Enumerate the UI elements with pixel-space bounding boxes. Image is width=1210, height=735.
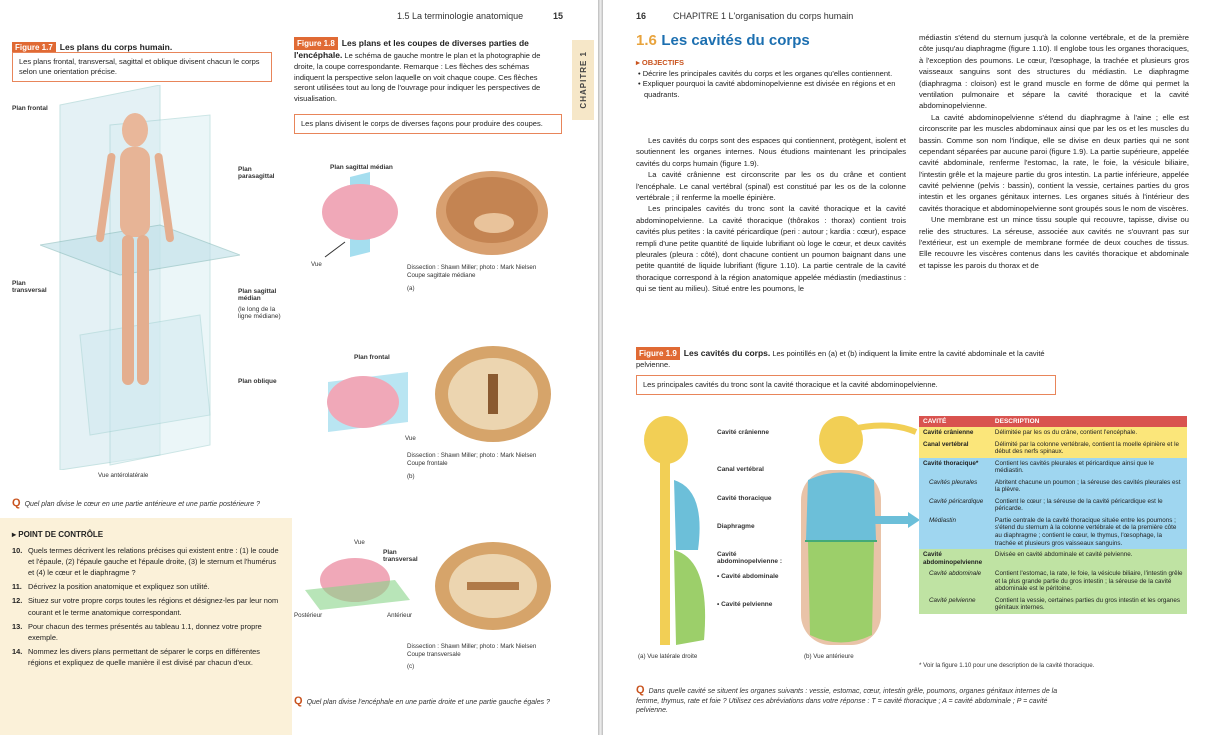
panel-b-cut: Coupe frontale — [407, 460, 448, 467]
checkpoint-number: 13. — [12, 621, 23, 631]
panel-a-cut: Coupe sagittale médiane — [407, 272, 476, 279]
table-row — [919, 515, 1187, 549]
panel-b-photo — [432, 344, 554, 449]
text-column-2 — [919, 32, 1189, 271]
cavity-name: Médiastin — [919, 515, 991, 549]
objective-item: • Décrire les principales cavités du corps et les organes qu'elles contiennent. — [638, 68, 893, 78]
checkpoint-text: Situez sur votre propre corps toutes les régions et désignez-les par leur nom courant et le terme anatomique correspondant. — [28, 596, 279, 617]
objectives — [636, 58, 906, 100]
running-head: 1.5 La terminologie anatomique — [397, 11, 524, 21]
section-title: Les cavités du corps — [661, 32, 810, 49]
right-page — [603, 0, 1210, 735]
paragraph: médiastin s'étend du sternum jusqu'à la colonne vertébrale, et de la première côte jusqu'au diaphragme (figure 1.10). Il englobe tous les organes thoraciques, à l'exception des poumons. Le cœur, l'œsophage, la trachée et plusieurs gros vaisseaux sanguins sont des structures du médiastin. Le diaphragme (diaphragma : cloison) est le grand muscle en forme de dôme qui permet la ventilation pulmonaire et sépare la cavité thoracique et la cavité abdominopelvienne. — [919, 33, 1189, 111]
checkpoint-title: ▸ POINT DE CONTRÔLE — [12, 530, 104, 539]
cavity-description: Délimité par la colonne vertébrale, contient la moelle épinière et le début des nerfs spinaux. — [991, 439, 1187, 458]
paragraph: Les principales cavités du tronc sont la cavité thoracique et la cavité abdominopelvienne. La cavité thoracique (thôrakos : thorax) contient trois cavités plus petites : la cavité péricardique (peri : autour ; kardia : cœur), espace rempli d'une petite quantité de liquide lubrifiant où loge le cœur, et deux cavités pleurales (pleura : côté), dont chacune contient un poumon baignant dans une petite quantité de liquide lubrifiant (figure 1.10). La partie centrale de la cavité thoracique correspond à la région anatomique appelée médiastin (mediastinus : qui se tient au milieu). Situé entre les poumons, le — [636, 204, 906, 294]
table-row — [919, 427, 1187, 439]
cavity-label: Diaphragme — [717, 523, 755, 530]
panel-c-plane: Plan transversal — [383, 549, 418, 564]
paragraph: La cavité crânienne est circonscrite par les os du crâne et contient l'encéphale. Le canal vertébral (spinal) est constitué par les os de la colonne vertébrale ; il renferme la moelle épinière. — [636, 170, 906, 202]
objectives-list — [636, 69, 906, 101]
cavity-label: Canal vertébral — [717, 466, 764, 473]
figure-1-8-question: Q Quel plan divise l'encéphale en une partie droite et une partie gauche égales ? — [294, 695, 550, 707]
panel-a-view: Vue — [311, 261, 322, 268]
cavity-name: Cavité péricardique — [919, 496, 991, 515]
cavity-name: Cavité pelvienne — [919, 595, 991, 614]
cavity-table — [919, 416, 1187, 614]
figure-1-9-summary: Les principales cavités du tronc sont la cavité thoracique et la cavité abdominopelvienne. — [636, 375, 1056, 395]
figure-text: Le schéma de gauche montre le plan et la photographie de droite, la coupe correspondante. Remarque : Les flèches des schémas indiquent la perspective selon laquelle on voit chaque coupe. Ces flèches seront utilisées tout au long de l'ouvrage pour indiquer les perspectives de visualisation. — [294, 51, 541, 103]
cavity-description: Contient l'estomac, la rate, le foie, la vésicule biliaire, l'intestin grêle et la plus grande partie du gros intestin ; la séreuse de la cavité abdominale est le péritoine. — [991, 568, 1187, 595]
cavity-name: Canal vertébral — [919, 439, 991, 458]
panel-c-posterior: Postérieur — [294, 612, 323, 619]
table-row — [919, 568, 1187, 595]
checkpoint-text: Pour chacun des termes présentés au tableau 1.1, donnez votre propre exemple. — [28, 621, 262, 642]
panel-b-plane: Plan frontal — [354, 354, 390, 361]
col-header-description: DESCRIPTION — [991, 416, 1187, 427]
checkpoint-text: Nommez les divers plans permettant de séparer le corps en différentes régions et expliquez de quelle manière il est divisé par chacun d'eux. — [28, 646, 260, 667]
cavity-description: Contient le cœur ; la séreuse de la cavité péricardique est le péricarde. — [991, 496, 1187, 515]
checkpoint-item — [12, 621, 282, 643]
cavity-name: Cavités pleurales — [919, 477, 991, 496]
cavity-label: Cavité crânienne — [717, 429, 770, 436]
cavity-description: Contient les cavités pleurales et péricardique ainsi que le médiastin. — [991, 458, 1187, 477]
cavity-description: Divisée en cavité abdominale et cavité pelvienne. — [991, 549, 1187, 568]
panel-c-letter: (c) — [407, 663, 415, 670]
running-head: CHAPITRE 1 L'organisation du corps humain — [673, 11, 854, 21]
figure-1-7-question: Q Quel plan divise le cœur en une partie antérieure et une partie postérieure ? — [12, 497, 260, 509]
figure-title: Les plans du corps humain. — [59, 42, 173, 52]
pointer-arrows — [848, 420, 920, 550]
cavity-description: Abritent chacune un poumon ; la séreuse des cavités pleurales est la plèvre. — [991, 477, 1187, 496]
left-page — [0, 0, 598, 735]
paragraph: Une membrane est un mince tissu souple qui recouvre, tapisse, divise ou relie des structures. La séreuse, associée aux cavités ne s'ouvrant pas sur l'extérieur, est un exemple de membrane formée de deux couches de tissus. Elle recouvre les viscères contenus dans les cavités thoracique et abdominale et tapisse les parois du thorax et de — [919, 215, 1189, 270]
checkpoint-item — [12, 595, 282, 617]
figure-1-8-header: Figure 1.8 Les plans et les coupes de diverses parties de l'encéphale. Le schéma de gauche montre le plan et la photographie de droite, la coupe correspondante. Remarque : Les flèches des schémas indiquent la perspective selon laquelle on voit chaque coupe. Ces flèches seront utilisées tout au long de l'ouvrage pour indiquer les perspectives de visualisation. — [294, 38, 541, 103]
table-row — [919, 595, 1187, 614]
figure-1-9-question: Q Dans quelle cavité se situent les organes suivants : vessie, estomac, cœur, intestin grêle, poumons, organes génitaux internes de la femme, thymus, rate et foie ? Utilisez ces abréviations dans votre réponse : T = cavité thoracique ; A = cavité abdominale ; P = cavité pelvienne. — [636, 684, 1058, 715]
section-heading — [636, 32, 810, 50]
cavity-name: Cavité abdominopelvienne — [919, 549, 991, 568]
cavity-description: Partie centrale de la cavité thoracique située entre les poumons ; s'étend du sternum à la colonne vertébrale et de la première côte au diaphragme ; contient le cœur, le thymus, l'œsophage, la trachée et plusieurs gros vaisseaux sanguins. — [991, 515, 1187, 549]
view-b: (b) Vue antérieure — [804, 653, 854, 660]
checkpoint-box — [0, 518, 292, 735]
panel-a-plane: Plan sagittal médian — [330, 164, 393, 171]
checkpoint-number: 11. — [12, 582, 22, 592]
col-header-cavity: CAVITÉ — [919, 416, 991, 427]
objective-item: • Expliquer pourquoi la cavité abdominopelvienne est divisée en régions et en quadrants. — [638, 79, 896, 99]
chapter-tab: CHAPITRE 1 — [572, 40, 594, 120]
checkpoint-list — [12, 545, 282, 668]
table-row — [919, 549, 1187, 568]
cavity-label: • Cavité abdominale — [717, 573, 779, 580]
figure-tag: Figure 1.8 — [294, 37, 338, 50]
checkpoint-item — [12, 581, 282, 592]
figure-tag: Figure 1.7 — [12, 42, 56, 53]
view-label: Vue antérolatérale — [98, 472, 149, 479]
panel-a-photo — [432, 168, 550, 263]
checkpoint-text: Quels termes décrivent les relations précises qui existent entre : (1) le coude et l'épaule, (2) l'épaule gauche et l'épaule droite, (3) le sternum et l'humérus et (4) le cœur et le diaphragme ? — [28, 546, 279, 578]
body-planes-illustration — [40, 85, 240, 470]
cavity-name: Cavité abdominale — [919, 568, 991, 595]
checkpoint-number: 12. — [12, 596, 23, 606]
panel-c-view: Vue — [354, 539, 365, 546]
label-plan-sagittal-median: Plan sagittal médian — [238, 288, 277, 303]
objectives-title: ▸ OBJECTIFS — [636, 58, 684, 67]
paragraph: La cavité abdominopelvienne s'étend du diaphragme à l'aine ; elle est circonscrite par les muscles abdominaux ainsi que par les os et les muscles du bassin. Comme son nom l'indique, elle se divise en deux parties qui ne sont cependant séparées par aucune paroi (figure 1.9). La partie supérieure, appelée cavité abdominale, renferme l'estomac, la rate, le foie, la vésicule biliaire, l'intestin grêle et la majeure partie du gros intestin. La partie inférieure, appelée cavité pelvienne (pelvis : bassin), contient la vessie, certaines parties du gros intestin et les organes génitaux internes. Les organes situés à l'intérieur des cavités thoracique et abdominopelvienne sont groupés sous le nom de viscères. — [919, 112, 1189, 213]
panel-a-letter: (a) — [407, 285, 415, 292]
checkpoint-item — [12, 545, 282, 578]
figure-1-7-summary: Les plans frontal, transversal, sagittal et oblique divisent chacun le corps selon une orientation précise. — [12, 52, 272, 82]
panel-c-cut: Coupe transversale — [407, 651, 461, 658]
panel-b-diagram — [318, 362, 418, 442]
figure-tag: Figure 1.9 — [636, 347, 680, 360]
cavity-label: Cavité thoracique — [717, 495, 772, 502]
panel-b-letter: (b) — [407, 473, 415, 480]
table-row — [919, 458, 1187, 477]
view-a: (a) Vue latérale droite — [638, 653, 698, 660]
table-row — [919, 439, 1187, 458]
label-median-note: (le long de la ligne médiane) — [238, 306, 281, 321]
panel-a-diagram — [310, 172, 410, 262]
label-plan-parasagittal: Plan parasagittal — [238, 166, 275, 181]
paragraph: Les cavités du corps sont des espaces qui contiennent, protègent, isolent et soutiennent les organes internes. Nous étudions maintenant les principales cavités du corps humain (figure 1.9). — [636, 136, 906, 168]
label-plan-transversal: Plan transversal — [12, 280, 47, 295]
panel-c-anterior: Antérieur — [387, 612, 413, 619]
table-row — [919, 477, 1187, 496]
figure-1-8-summary: Les plans divisent le corps de diverses façons pour produire des coupes. — [294, 114, 562, 134]
panel-c-credit: Dissection : Shawn Miller; photo : Mark Nielsen — [407, 643, 537, 650]
checkpoint-number: 10. — [12, 546, 23, 555]
text-column-1 — [636, 135, 906, 294]
question-icon: Q — [636, 684, 645, 696]
panel-c-photo — [432, 536, 554, 636]
panel-b-credit: Dissection : Shawn Miller; photo : Mark Nielsen — [407, 452, 537, 459]
checkpoint-number: 14. — [12, 646, 23, 656]
cavity-name: Cavité thoracique* — [919, 458, 991, 477]
page-number: 15 — [553, 11, 564, 21]
label-plan-frontal: Plan frontal — [12, 105, 48, 112]
cavity-description: Délimitée par les os du crâne, contient l'encéphale. — [991, 427, 1187, 439]
cavity-description: Contient la vessie, certaines parties du gros intestin et les organes génitaux internes. — [991, 595, 1187, 614]
panel-b-view: Vue — [405, 435, 416, 442]
label-plan-oblique: Plan oblique — [238, 378, 277, 385]
panel-a-credit: Dissection : Shawn Miller; photo : Mark Nielsen — [407, 264, 537, 271]
table-row — [919, 496, 1187, 515]
question-icon: Q — [12, 497, 21, 509]
cavity-label: • Cavité pelvienne — [717, 601, 773, 608]
table-footnote: * Voir la figure 1.10 pour une description de la cavité thoracique. — [919, 662, 1095, 669]
section-number: 1.6 — [636, 32, 657, 49]
cavity-label: Cavité abdominopelvienne : — [717, 551, 783, 566]
figure-text: Les pointillés en (a) et (b) indiquent la limite entre la cavité abdominale et la cavité pelvienne. — [636, 349, 1045, 370]
question-icon: Q — [294, 695, 303, 707]
checkpoint-text: Décrivez la position anatomique et expliquez son utilité. — [28, 582, 210, 592]
checkpoint-item — [12, 646, 282, 668]
figure-1-9-header: Figure 1.9 Les cavités du corps. Les pointillés en (a) et (b) indiquent la limite entre la cavité abdominale et la cavité pelvienne. — [636, 348, 1045, 370]
panel-c-diagram — [300, 550, 413, 620]
cavity-name: Cavité crânienne — [919, 427, 991, 439]
page-number: 16 — [636, 11, 647, 21]
